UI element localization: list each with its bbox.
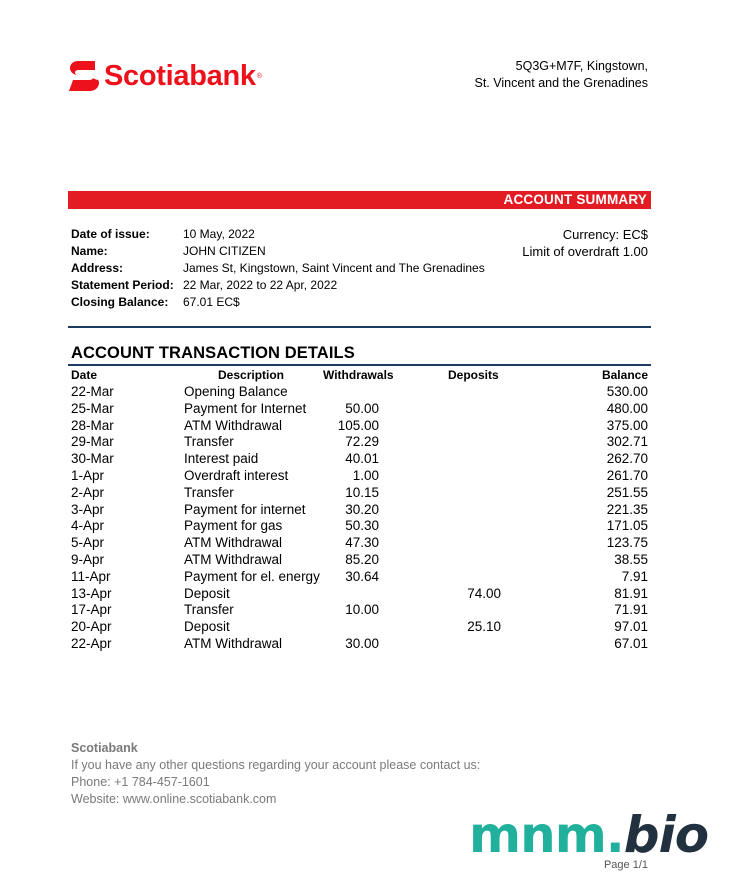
info-value-date-of-issue: 10 May, 2022 — [183, 227, 255, 241]
cell-withdrawal: 10.15 — [345, 484, 379, 500]
currency-label: Currency: EC$ — [562, 227, 648, 242]
info-label: Address: — [71, 261, 124, 275]
bank-address-line2: St. Vincent and the Grenadines — [474, 75, 648, 90]
cell-balance: 123.75 — [606, 535, 648, 551]
header-date: Date — [71, 368, 98, 382]
bank-address-line1: 5Q3G+M7F, Kingstown, — [515, 59, 648, 73]
cell-description: ATM Withdrawal — [184, 535, 283, 551]
cell-withdrawal: 1.00 — [352, 467, 379, 483]
cell-withdrawal: 47.30 — [345, 535, 379, 551]
cell-description: Opening Balance — [184, 384, 288, 399]
table-row — [0, 384, 729, 401]
header-withdrawals: Withdrawals — [323, 368, 394, 382]
info-value-name: JOHN CITIZEN — [183, 244, 266, 258]
info-value-closing-balance: 67.01 EC$ — [183, 295, 240, 309]
cell-balance: 97.01 — [614, 619, 648, 635]
scotiabank-logo — [68, 57, 262, 95]
table-row — [0, 552, 729, 569]
cell-withdrawal: 10.00 — [345, 602, 379, 618]
table-row — [0, 502, 729, 519]
cell-withdrawal: 85.20 — [345, 551, 379, 567]
info-label: Name: — [71, 244, 108, 258]
overdraft-limit: Limit of overdraft 1.00 — [522, 244, 648, 259]
cell-date: 22-Mar — [71, 384, 114, 399]
cell-balance: 221.35 — [606, 501, 648, 517]
cell-description: Deposit — [184, 585, 230, 601]
table-row — [0, 636, 729, 653]
currency-info — [522, 226, 648, 260]
header-deposits: Deposits — [448, 368, 499, 382]
cell-balance: 7.91 — [621, 568, 648, 584]
table-row — [0, 619, 729, 636]
cell-withdrawal: 40.01 — [345, 451, 379, 467]
registered-mark: ® — [256, 72, 262, 80]
cell-balance: 261.70 — [606, 467, 648, 483]
cell-balance: 302.71 — [606, 434, 648, 450]
footer-bank-name: Scotiabank — [71, 741, 138, 755]
info-row — [71, 226, 485, 243]
info-label: Closing Balance: — [71, 295, 169, 309]
cell-date: 28-Mar — [71, 417, 114, 433]
table-row — [0, 468, 729, 485]
cell-withdrawal: 50.30 — [345, 518, 379, 534]
footer — [71, 740, 480, 808]
cell-withdrawal: 50.00 — [345, 400, 379, 416]
cell-description: ATM Withdrawal — [184, 417, 283, 433]
cell-description: Transfer — [184, 434, 234, 450]
account-info — [71, 226, 485, 311]
table-row — [0, 535, 729, 552]
info-row — [71, 243, 485, 260]
table-row — [0, 569, 729, 586]
cell-description: Payment for internet — [184, 501, 306, 517]
section-divider — [68, 326, 651, 328]
table-row — [0, 434, 729, 451]
cell-description: Transfer — [184, 484, 234, 500]
cell-date: 3-Apr — [71, 501, 105, 517]
cell-balance: 251.55 — [606, 484, 648, 500]
account-summary-heading: ACCOUNT SUMMARY — [503, 192, 647, 207]
transaction-divider — [68, 364, 651, 366]
footer-website: Website: www.online.scotiabank.com — [71, 792, 277, 806]
footer-contact-text: If you have any other questions regarding your account please contact us: — [71, 758, 481, 772]
scotiabank-s-icon — [68, 57, 100, 95]
cell-balance: 81.91 — [614, 585, 648, 601]
bank-address — [475, 58, 649, 91]
cell-date: 5-Apr — [71, 535, 105, 551]
cell-description: Payment for gas — [184, 518, 283, 534]
cell-date: 4-Apr — [71, 518, 105, 534]
cell-date: 17-Apr — [71, 602, 112, 618]
cell-withdrawal: 30.20 — [345, 501, 379, 517]
footer-phone: Phone: +1 784-457-1601 — [71, 775, 210, 789]
brand-name: Scotiabank — [104, 59, 256, 92]
table-row — [0, 401, 729, 418]
cell-date: 22-Apr — [71, 635, 112, 651]
transaction-details-title: ACCOUNT TRANSACTION DETAILS — [71, 344, 355, 362]
cell-description: Payment for Internet — [184, 400, 307, 416]
cell-balance: 171.05 — [606, 518, 648, 534]
transaction-table — [0, 384, 729, 653]
cell-description: Deposit — [184, 619, 230, 635]
cell-balance: 480.00 — [606, 400, 648, 416]
table-row — [0, 602, 729, 619]
table-row — [0, 586, 729, 603]
info-label: Statement Period: — [71, 278, 174, 292]
cell-description: Overdraft interest — [184, 467, 289, 483]
header-balance: Balance — [601, 368, 648, 382]
cell-withdrawal: 105.00 — [337, 417, 379, 433]
cell-date: 30-Mar — [71, 451, 114, 467]
cell-date: 29-Mar — [71, 434, 114, 450]
table-row — [0, 485, 729, 502]
info-value-address: James St, Kingstown, Saint Vincent and The Grenadines — [183, 261, 485, 275]
cell-date: 9-Apr — [71, 551, 105, 567]
cell-balance: 67.01 — [614, 635, 648, 651]
table-row — [0, 418, 729, 435]
cell-withdrawal: 30.00 — [345, 635, 379, 651]
watermark-part1: mnm. — [469, 806, 624, 864]
cell-deposit: 25.10 — [467, 619, 501, 635]
info-label: Date of issue: — [71, 227, 150, 241]
cell-deposit: 74.00 — [467, 585, 501, 601]
cell-balance: 530.00 — [606, 384, 648, 399]
cell-balance: 262.70 — [606, 451, 648, 467]
cell-date: 25-Mar — [71, 400, 114, 416]
cell-description: Interest paid — [184, 451, 259, 467]
cell-date: 2-Apr — [71, 484, 105, 500]
header-description: Description — [218, 368, 285, 382]
page-number: Page 1/1 — [603, 859, 648, 871]
cell-date: 13-Apr — [71, 585, 112, 601]
table-row — [0, 518, 729, 535]
watermark-part2: bio — [623, 806, 709, 864]
table-row — [0, 451, 729, 468]
cell-description: Transfer — [184, 602, 234, 618]
cell-date: 1-Apr — [71, 467, 105, 483]
cell-balance: 71.91 — [614, 602, 648, 618]
info-value-statement-period: 22 Mar, 2022 to 22 Apr, 2022 — [183, 278, 338, 292]
account-summary-bar — [68, 191, 651, 209]
info-row — [71, 294, 485, 311]
cell-balance: 38.55 — [614, 551, 648, 567]
cell-date: 20-Apr — [71, 619, 112, 635]
cell-description: ATM Withdrawal — [184, 635, 283, 651]
watermark — [469, 805, 708, 865]
cell-balance: 375.00 — [606, 417, 648, 433]
cell-withdrawal: 30.64 — [345, 568, 379, 584]
info-row — [71, 277, 485, 294]
cell-description: ATM Withdrawal — [184, 551, 283, 567]
cell-date: 11-Apr — [71, 568, 111, 584]
cell-withdrawal: 72.29 — [345, 434, 379, 450]
info-row — [71, 260, 485, 277]
cell-description: Payment for el. energy — [184, 568, 320, 584]
